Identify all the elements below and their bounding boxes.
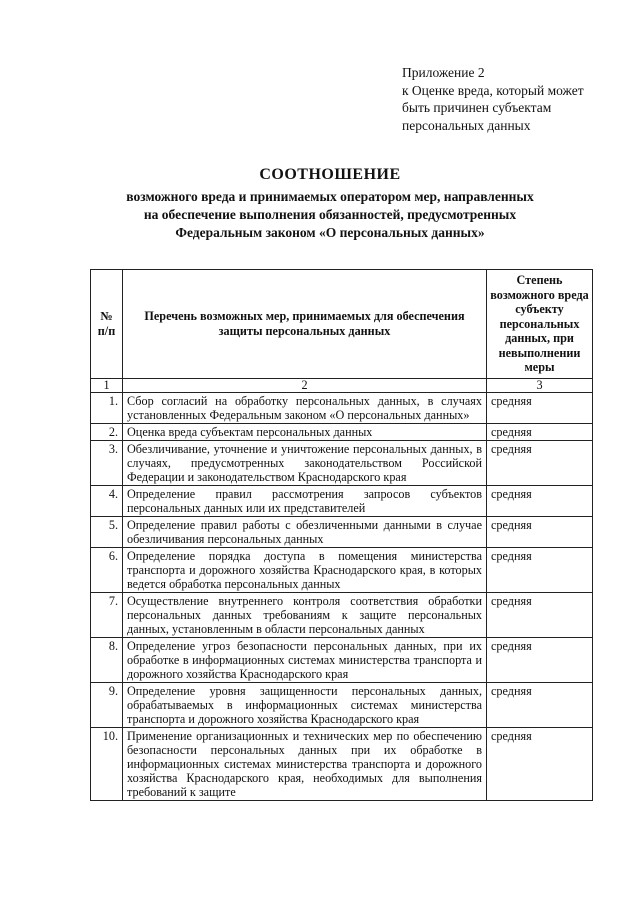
row-harm-level: средняя <box>487 682 593 727</box>
column-index: 2 <box>123 378 487 392</box>
row-measure: Применение организационных и технических мер по обеспечению безопасности персональных данных при их обработке в информационных системах министерства транспорта и дорожного хозяйства Краснодарского края, необходимых для выполнения требований к защите <box>123 727 487 800</box>
table-row <box>91 392 593 423</box>
row-measure: Определение правил работы с обезличенными данными в случае обезличивания персональных данных <box>123 516 487 547</box>
row-number: 8. <box>91 637 123 682</box>
appendix-line-4: персональных данных <box>402 117 531 133</box>
table-row <box>91 682 593 727</box>
row-harm-level: средняя <box>487 440 593 485</box>
row-harm-level: средняя <box>487 637 593 682</box>
row-measure: Определение правил рассмотрения запросов субъектов персональных данных или их представителей <box>123 485 487 516</box>
column-index: 1 <box>91 378 123 392</box>
row-number: 5. <box>91 516 123 547</box>
appendix-line-3: быть причинен субъектам <box>402 100 552 115</box>
row-number: 1. <box>91 392 123 423</box>
header-num: № п/п <box>91 270 123 379</box>
appendix-line-1: Приложение 2 <box>402 65 485 80</box>
table-row <box>91 440 593 485</box>
appendix-line-2: к Оценке вреда, который может <box>402 82 584 98</box>
row-measure: Обезличивание, уточнение и уничтожение персональных данных, в случаях, предусмотренных законодательством Российской Федерации и законодательством Краснодарского края <box>123 440 487 485</box>
row-number: 4. <box>91 485 123 516</box>
row-measure: Оценка вреда субъектам персональных данных <box>123 423 487 440</box>
table-row <box>91 727 593 800</box>
row-number: 9. <box>91 682 123 727</box>
row-number: 2. <box>91 423 123 440</box>
table-row <box>91 592 593 637</box>
row-measure: Сбор согласий на обработку персональных данных, в случаях установленных Федеральным законом «О персональных данных» <box>123 392 487 423</box>
row-measure: Определение порядка доступа в помещения министерства транспорта и дорожного хозяйства Краснодарского края, в которых ведется обработка персональных данных <box>123 547 487 592</box>
row-measure: Осуществление внутреннего контроля соответствия обработки персональных данных требованиям к защите персональных данных, установленным в области персональных данных <box>123 592 487 637</box>
row-harm-level: средняя <box>487 423 593 440</box>
row-harm-level: средняя <box>487 516 593 547</box>
row-harm-level: средняя <box>487 485 593 516</box>
table-row <box>91 547 593 592</box>
table-row <box>91 423 593 440</box>
table-header-row <box>91 270 593 379</box>
header-measures: Перечень возможных мер, принимаемых для обеспечения защиты персональных данных <box>123 270 487 379</box>
row-number: 10. <box>91 727 123 800</box>
row-harm-level: средняя <box>487 547 593 592</box>
row-measure: Определение угроз безопасности персональных данных, при их обработке в информационных системах министерства транспорта и дорожного хозяйства Краснодарского края <box>123 637 487 682</box>
table-row <box>91 485 593 516</box>
row-harm-level: средняя <box>487 592 593 637</box>
measures-table <box>90 269 593 801</box>
row-number: 3. <box>91 440 123 485</box>
row-harm-level: средняя <box>487 392 593 423</box>
column-index: 3 <box>487 378 593 392</box>
title-main: СООТНОШЕНИЕ <box>259 166 401 183</box>
title-subtitle: возможного вреда и принимаемых оператором мер, направленных на обеспечение выполнения обязанностей, предусмотренных Федеральным законом «О персональных данных» <box>126 189 534 240</box>
table-row <box>91 637 593 682</box>
row-measure: Определение уровня защищенности персональных данных, обрабатываемых в информационных системах министерства транспорта и дорожного хозяйства Краснодарского края <box>123 682 487 727</box>
table-row <box>91 516 593 547</box>
appendix-note <box>402 64 632 134</box>
row-number: 7. <box>91 592 123 637</box>
column-index-row <box>91 378 593 392</box>
row-number: 6. <box>91 547 123 592</box>
row-harm-level: средняя <box>487 727 593 800</box>
header-harm-level: Степень возможного вреда субъекту персональных данных, при невыполнении меры <box>487 270 593 379</box>
document-title <box>120 166 540 242</box>
